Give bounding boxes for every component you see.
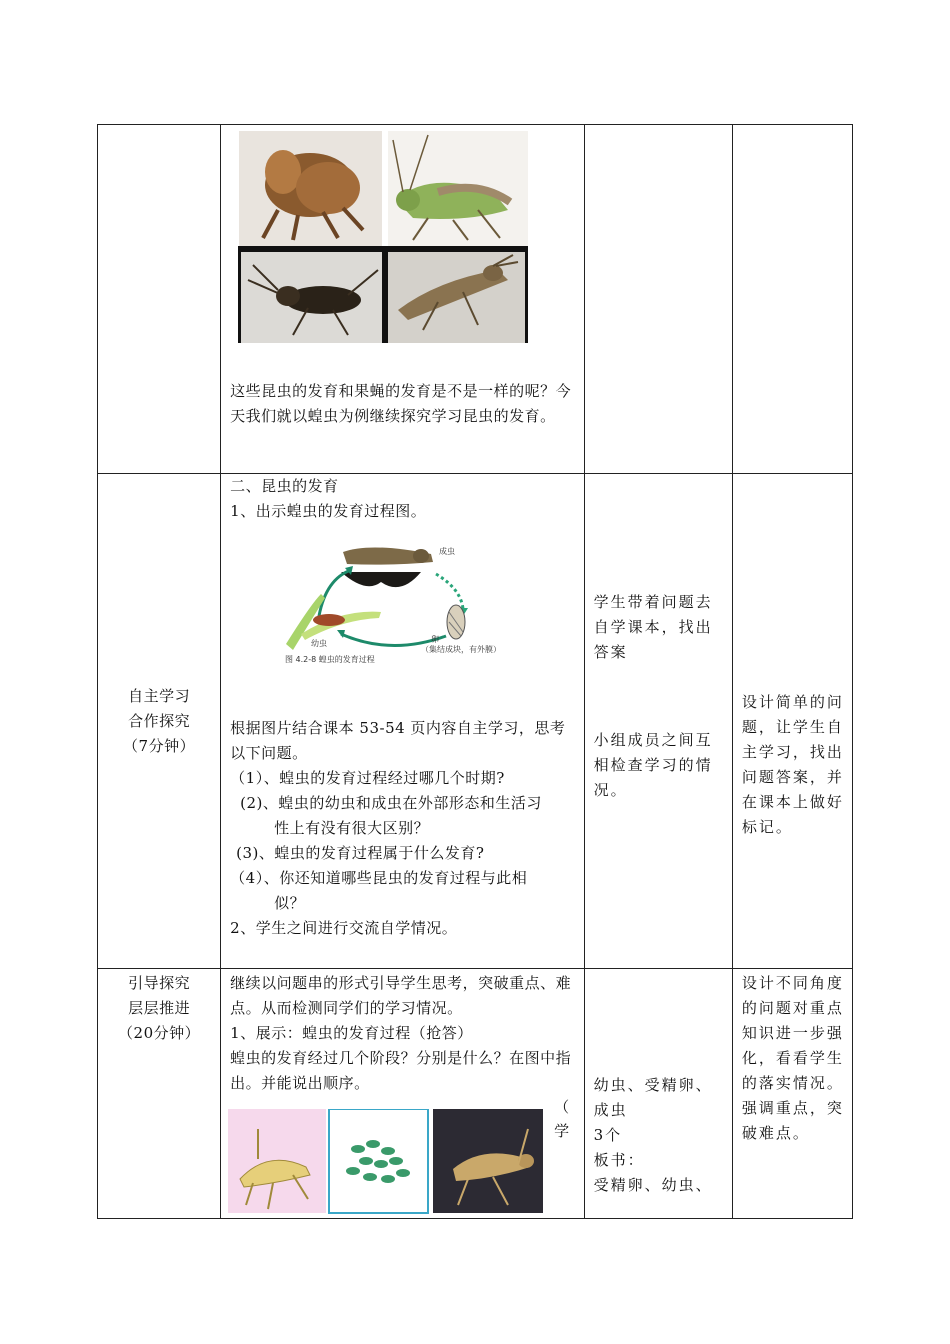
table-row	[98, 125, 853, 474]
design-intent-cell	[732, 969, 852, 1219]
guidance-paragraph: 继续以问题串的形式引导学生思考，突破重点、难点。从而检测同学们的学习情况。	[230, 974, 572, 1017]
side-text-2: 学	[554, 1122, 570, 1140]
diagram-caption: 图 4.2-8 蝗虫的发育过程	[285, 655, 375, 664]
stage-label-line: 合作探究	[128, 711, 191, 730]
insect-photo-collage	[238, 130, 528, 343]
student-activity-cell	[584, 969, 732, 1219]
stage-cell	[98, 474, 221, 969]
question-paragraph: 蝗虫的发育经过几个阶段？分别是什么？在图中指出。并能说出顺序。	[230, 1049, 572, 1092]
step-1: 1、出示蝗虫的发育过程图。	[230, 502, 427, 520]
step-2: 2、学生之间进行交流自学情况。	[230, 919, 458, 937]
stage-label-line: 层层推进	[128, 999, 191, 1017]
task-intro: 根据图片结合课本 53-54 页内容自主学习，思考以下问题。	[230, 719, 566, 762]
side-text-1: （	[554, 1098, 570, 1116]
life-cycle-diagram	[281, 534, 501, 664]
question-2-cont: 性上有没有很大区别？	[274, 819, 430, 837]
stage-cell	[98, 125, 221, 474]
content-cell	[221, 969, 584, 1219]
egg-label: 卵	[431, 635, 440, 644]
answer-line: 幼虫、受精卵、	[593, 1076, 713, 1094]
section-heading: 二、昆虫的发育	[230, 477, 339, 495]
student-activity-cell	[584, 125, 732, 474]
stage-label-line: （7分钟）	[123, 736, 196, 755]
adult-label: 成虫	[439, 547, 456, 556]
egg-note: （集结成块，有外膜）	[421, 645, 502, 654]
design-intent: 设计不同角度的问题对重点知识进一步强化，看看学生的落实情况。强调重点，突破难点。	[741, 974, 844, 1142]
design-intent-cell	[732, 474, 852, 969]
intro-paragraph: 这些昆虫的发育和果蝇的发育是不是一样的呢？今天我们就以蝗虫为例继续探究学习昆虫的发育。	[230, 382, 572, 425]
content-cell	[221, 125, 584, 474]
content-cell	[221, 474, 584, 969]
stage-cell	[98, 969, 221, 1219]
design-intent-cell	[732, 125, 852, 474]
student-activity-2: 小组成员之间互相检查学习的情况。	[593, 731, 713, 799]
table-row	[98, 474, 853, 969]
answer-line: 受精卵、幼虫、	[593, 1176, 713, 1194]
stage-label-line: 自主学习	[128, 686, 191, 705]
question-3: (3)、蝗虫的发育过程属于什么发育?	[236, 844, 485, 862]
nymph-label: 幼虫	[311, 639, 328, 648]
lesson-plan-table	[97, 124, 853, 1219]
student-activity-cell	[584, 474, 732, 969]
stage-label-line: 引导探究	[128, 974, 191, 992]
answer-line: 板书：	[593, 1151, 645, 1169]
table-row	[98, 969, 853, 1219]
display-step: 1、展示：蝗虫的发育过程（抢答）	[230, 1024, 473, 1042]
question-4: （4）、你还知道哪些昆虫的发育过程与此相	[230, 869, 528, 887]
answer-line: 3个	[593, 1126, 623, 1144]
question-4-cont: 似？	[274, 894, 306, 912]
student-activity-1: 学生带着问题去自学课本，找出答案	[593, 593, 713, 661]
question-2: (2)、蝗虫的幼虫和成虫在外部形态和生活习	[240, 794, 542, 812]
stage-label-line: （20分钟）	[118, 1024, 201, 1042]
stage-photos	[228, 1109, 548, 1215]
design-intent: 设计简单的问题，让学生自主学习，找出问题答案，并在课本上做好标记。	[741, 693, 844, 836]
answer-line: 成虫	[593, 1101, 628, 1119]
question-1: （1）、蝗虫的发育过程经过哪几个时期?	[230, 769, 505, 787]
